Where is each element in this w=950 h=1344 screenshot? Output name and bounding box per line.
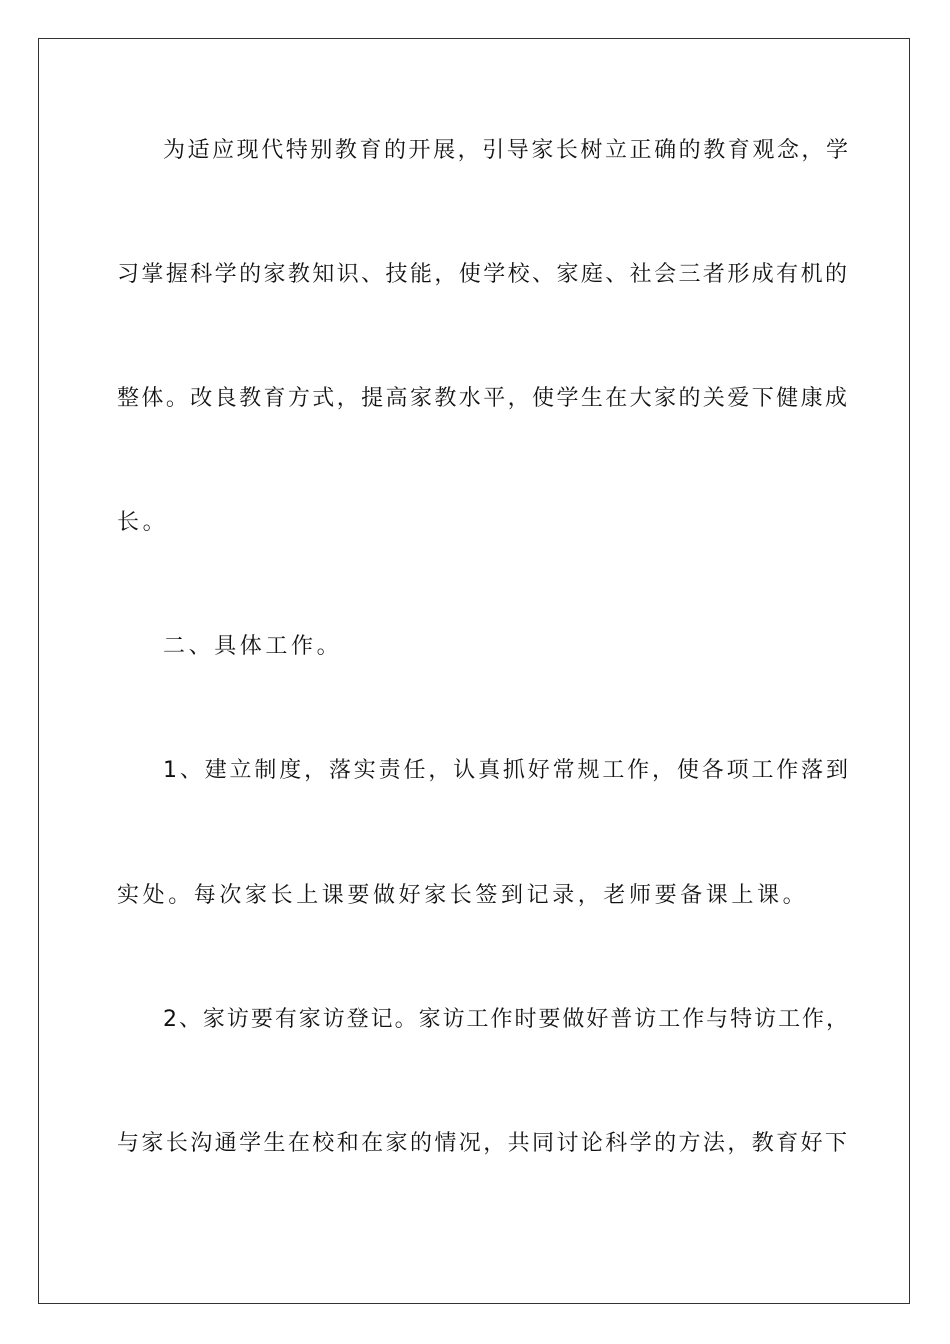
section-heading: 二、具体工作。 xyxy=(163,634,343,659)
paragraph-line-4: 长。 xyxy=(117,510,169,535)
page-border xyxy=(38,38,910,1304)
paragraph-line-1: 为适应现代特别教育的开展，引导家长树立正确的教育观念，学 xyxy=(163,138,848,163)
paragraph-line-2: 习掌握科学的家教知识、技能，使学校、家庭、社会三者形成有机的 xyxy=(117,262,847,287)
item-1-line-1: 1、建立制度，落实责任，认真抓好常规工作，使各项工作落到 xyxy=(163,758,848,783)
item-1-line-2: 实处。每次家长上课要做好家长签到记录，老师要备课上课。 xyxy=(117,883,809,908)
item-2-line-1: 2、家访要有家访登记。家访工作时要做好普访工作与特访工作， xyxy=(163,1007,848,1032)
paragraph-line-3: 整体。改良教育方式，提高家教水平，使学生在大家的关爱下健康成 xyxy=(117,386,847,411)
item-2-line-2: 与家长沟通学生在校和在家的情况，共同讨论科学的方法，教育好下 xyxy=(117,1131,847,1156)
